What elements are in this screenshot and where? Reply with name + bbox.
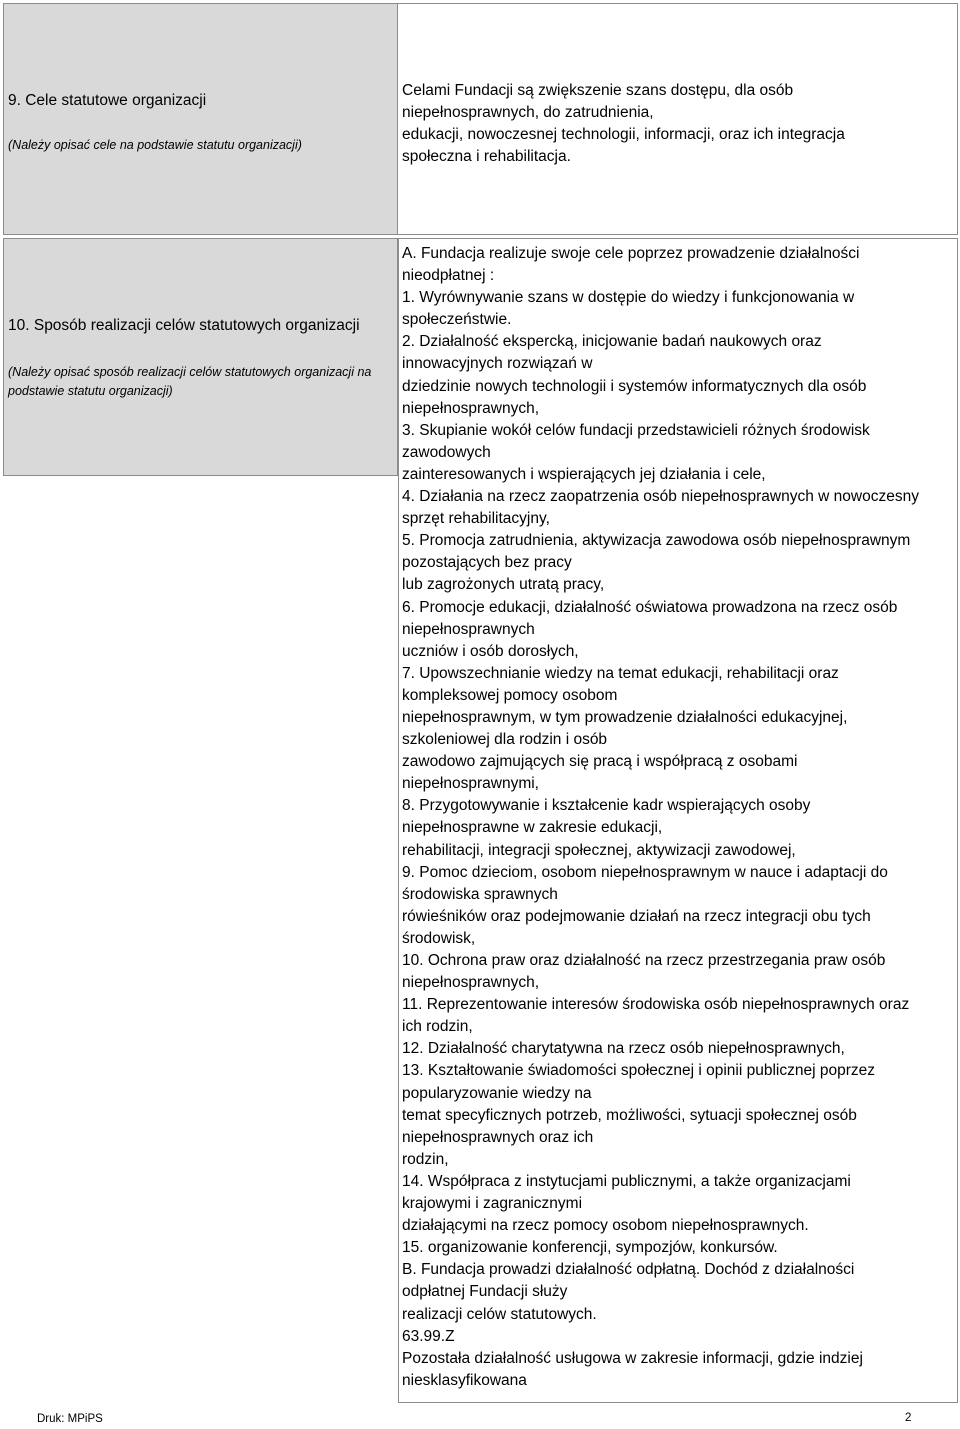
section-10-text-line: innowacyjnych rozwiązań w bbox=[402, 355, 593, 373]
section-10-text-line: niepełnosprawnych, bbox=[402, 399, 540, 417]
page-number: 2 bbox=[905, 1412, 912, 1424]
section-10-text-line: niepełnosprawnych, bbox=[402, 974, 540, 992]
section-10-text-line: popularyzowanie wiedzy na bbox=[402, 1084, 592, 1102]
section-10-text-line: 10. Ochrona praw oraz działalność na rzecz przestrzegania praw osób bbox=[402, 952, 886, 969]
section-10-text-line: 2. Działalność ekspercką, inicjowanie badań naukowych oraz bbox=[402, 333, 822, 351]
section-10-text-line: 4. Działania na rzecz zaopatrzenia osób niepełnosprawnych w nowoczesny bbox=[402, 488, 919, 506]
section-10-text-line: lub zagrożonych utratą pracy, bbox=[402, 576, 605, 594]
section-9-content-cell bbox=[398, 3, 958, 235]
section-10-text-line: A. Fundacja realizuje swoje cele poprzez prowadzenie działalności bbox=[402, 245, 860, 262]
section-10-text-line: nieodpłatnej : bbox=[402, 267, 495, 285]
section-9-note: (Należy opisać cele na podstawie statutu organizacji) bbox=[8, 138, 302, 152]
section-10-content-cell bbox=[398, 238, 958, 1403]
section-10-text-line: temat specyficznych potrzeb, możliwości, sytuacji społecznej osób bbox=[402, 1106, 857, 1124]
section-10-text-line: niepełnosprawnymi, bbox=[402, 775, 539, 793]
section-9-text-line: społeczna i rehabilitacja. bbox=[402, 148, 571, 165]
section-9-label-cell bbox=[3, 3, 398, 235]
section-10-text-line: kompleksowej pomocy osobom bbox=[402, 686, 618, 704]
section-10-text-line: 5. Promocja zatrudnienia, aktywizacja zawodowa osób niepełnosprawnym bbox=[402, 532, 911, 550]
section-10-text-line: 13. Kształtowanie świadomości społecznej i opinii publicznej poprzez bbox=[402, 1062, 875, 1080]
section-10-title: 10. Sposób realizacji celów statutowych organizacji bbox=[8, 317, 360, 334]
section-10-text-line: środowiska sprawnych bbox=[402, 885, 558, 903]
section-10-text-line: odpłatnej Fundacji służy bbox=[402, 1283, 568, 1301]
section-10-note: (Należy opisać sposób realizacji celów statutowych organizacji na podstawie statutu organizacji) bbox=[8, 365, 372, 398]
section-10-text-line: szkoleniowej dla rodzin i osób bbox=[402, 731, 608, 749]
section-10-text-line: 15. organizowanie konferencji, sympozjów, konkursów. bbox=[402, 1239, 778, 1257]
section-10-text-line: pozostających bez pracy bbox=[402, 554, 572, 572]
section-10-text-line: niesklasyfikowana bbox=[402, 1371, 527, 1389]
section-9-text-line: Celami Fundacji są zwiększenie szans dostępu, dla osób bbox=[402, 82, 794, 99]
section-10-text-line: 11. Reprezentowanie interesów środowiska osób niepełnosprawnych oraz bbox=[402, 996, 910, 1014]
section-10-text-line: niepełnosprawnym, w tym prowadzenie działalności edukacyjnej, bbox=[402, 708, 848, 726]
section-10-text-line: niepełnosprawnych bbox=[402, 620, 535, 638]
section-10-text-line: rodzin, bbox=[402, 1150, 449, 1168]
section-10-text-line: środowisk, bbox=[402, 929, 476, 947]
section-10-text-line: krajowymi i zagranicznymi bbox=[402, 1195, 583, 1213]
section-10-text-line: zainteresowanych i wspierających jej działania i cele, bbox=[402, 465, 766, 483]
section-10-text-line: 12. Działalność charytatywna na rzecz osób niepełnosprawnych, bbox=[402, 1040, 845, 1058]
section-10-text-line: zawodowo zajmujących się pracą i współpracą z osobami bbox=[402, 753, 798, 771]
section-10-text-line: 6. Promocje edukacji, działalność oświatowa prowadzona na rzecz osób bbox=[402, 598, 898, 616]
section-10-text-line: 7. Upowszechnianie wiedzy na temat edukacji, rehabilitacji oraz bbox=[402, 664, 839, 682]
section-10-content bbox=[402, 243, 954, 1392]
section-9-title: 9. Cele statutowe organizacji bbox=[8, 92, 207, 109]
section-10-text-line: 3. Skupianie wokół celów fundacji przedstawicieli różnych środowisk bbox=[402, 421, 870, 439]
section-10-text-line: dziedzinie nowych technologii i systemów informatycznych dla osób bbox=[402, 377, 867, 395]
section-10-text-line: zawodowych bbox=[402, 443, 491, 461]
section-10-text-line: Pozostała działalność usługowa w zakresie informacji, gdzie indziej bbox=[402, 1349, 863, 1367]
section-10-text-line: B. Fundacja prowadzi działalność odpłatną. Dochód z działalności bbox=[402, 1261, 855, 1279]
section-10-text-line: społeczeństwie. bbox=[402, 311, 512, 329]
section-10-text-line: działającymi na rzecz pomocy osobom niepełnosprawnych. bbox=[402, 1217, 809, 1235]
section-9-text-line: edukacji, nowoczesnej technologii, informacji, oraz ich integracja bbox=[402, 126, 845, 143]
section-10-text-line: 8. Przygotowywanie i kształcenie kadr wspierających osoby bbox=[402, 797, 811, 815]
section-10-text-line: 1. Wyrównywanie szans w dostępie do wiedzy i funkcjonowania w bbox=[402, 289, 855, 307]
section-10-text-line: uczniów i osób dorosłych, bbox=[402, 642, 579, 660]
section-10-text-line: 63.99.Z bbox=[402, 1327, 455, 1345]
section-10-text-line: rehabilitacji, integracji społecznej, aktywizacji zawodowej, bbox=[402, 841, 796, 859]
section-10-text-line: rówieśników oraz podejmowanie działań na rzecz integracji obu tych bbox=[402, 907, 871, 925]
section-10-text-line: niepełnosprawnych oraz ich bbox=[402, 1128, 594, 1146]
section-10-text-line: 14. Współpraca z instytucjami publicznymi, a także organizacjami bbox=[402, 1172, 851, 1190]
section-10-text-line: realizacji celów statutowych. bbox=[402, 1305, 597, 1323]
section-10-text-line: 9. Pomoc dzieciom, osobom niepełnosprawnym w nauce i adaptacji do bbox=[402, 863, 888, 881]
section-10-text-line: niepełnosprawne w zakresie edukacji, bbox=[402, 819, 663, 837]
section-10-label-cell bbox=[3, 238, 398, 476]
section-9-text-line: niepełnosprawnych, do zatrudnienia, bbox=[402, 104, 654, 121]
section-10-text-line: sprzęt rehabilitacyjny, bbox=[402, 510, 550, 528]
footer-print-label: Druk: MPiPS bbox=[37, 1413, 103, 1425]
section-10-text-line: ich rodzin, bbox=[402, 1018, 473, 1036]
section-9-content bbox=[402, 80, 942, 168]
